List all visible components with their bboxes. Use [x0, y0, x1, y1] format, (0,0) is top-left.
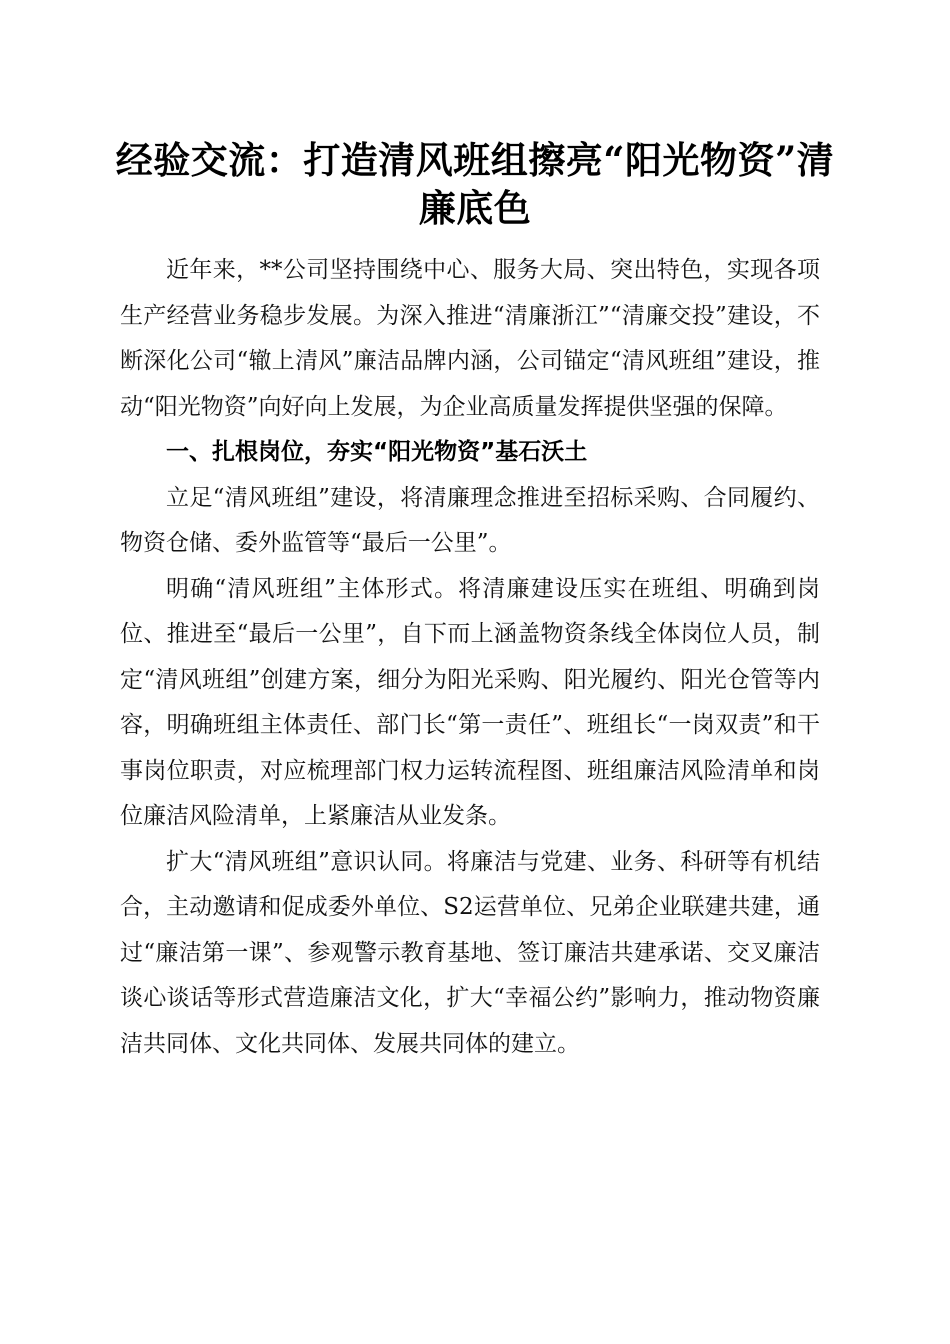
paragraph-expand-recognition: 扩大“清风班组”意识认同。将廉洁与党建、业务、科研等有机结合，主动邀请和促成委外单位、S2运营单位、兄弟企业联建共建，通过“廉洁第一课”、参观警示教育基地、签订廉洁共建承诺、交叉廉洁谈心谈话等形式营造廉洁文化，扩大“幸福公约”影响力，推动物资廉洁共同体、文化共同体、发展共同体的建立。 [120, 848, 820, 1057]
section-heading-1: 一、扎根岗位，夯实“阳光物资”基石沃土 [166, 439, 588, 465]
paragraph-intro: 近年来，**公司坚持围绕中心、服务大局、突出特色，实现各项生产经营业务稳步发展。为深入推进“清廉浙江”“清廉交投”建设，不断深化公司“辙上清风”廉洁品牌内涵，公司锚定“清风班组”建设，推动“阳光物资”向好向上发展，为企业高质量发挥提供坚强的保障。 [120, 257, 820, 420]
document-body [120, 248, 820, 1067]
paragraph-section-1-intro: 立足“清风班组”建设，将清廉理念推进至招标采购、合同履约、物资仓储、委外监管等“最后一公里”。 [120, 484, 820, 556]
paragraph-clarify-form: 明确“清风班组”主体形式。将清廉建设压实在班组、明确到岗位、推进至“最后一公里”，自下而上涵盖物资条线全体岗位人员，制定“清风班组”创建方案，细分为阳光采购、阳光履约、阳光仓管等内容，明确班组主体责任、部门长“第一责任”、班组长“一岗双责”和干事岗位职责，对应梳理部门权力运转流程图、班组廉洁风险清单和岗位廉洁风险清单，上紧廉洁从业发条。 [120, 575, 820, 829]
document-title: 经验交流：打造清风班组擦亮“阳光物资”清廉底色 [115, 138, 835, 230]
